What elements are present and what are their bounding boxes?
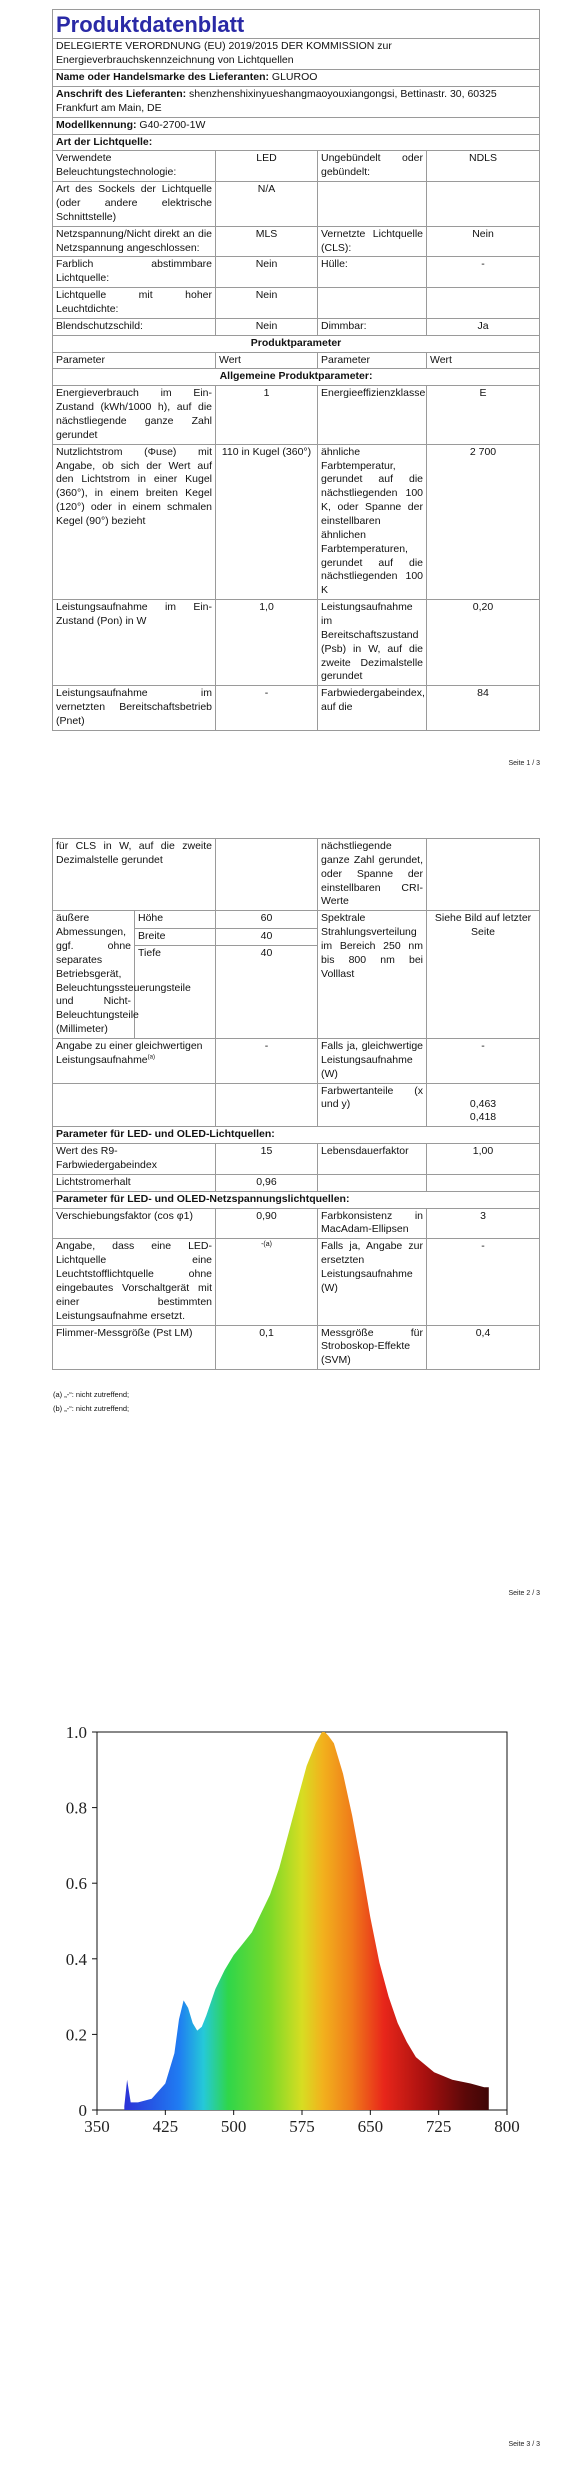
lumen-maintenance-value: 0,96 [216, 1174, 318, 1191]
fluorescent-replacement-label: Angabe, dass eine LED-Lichtquelle eine Leuchtstofflichtquelle ohne eingebautes Vorschaltgerät mit einer bestimmten Leistungsaufnahme ersetzt. [53, 1239, 216, 1325]
dimension-value: 40 [216, 928, 318, 945]
networked-standby-label: Leistungsaufnahme im vernetzten Bereitschaftsbetrieb (Pnet) [53, 686, 216, 731]
empty-cell [318, 1174, 427, 1191]
dimmable-label: Dimmbar: [318, 318, 427, 335]
cri-label-cont: nächstliegende ganze Zahl gerundet, oder Spanne der einstellbaren CRI-Werte [318, 839, 427, 911]
x-tick-label: 725 [425, 2117, 452, 2136]
spectral-distribution-value: Siehe Bild auf letzter Seite [427, 911, 540, 1039]
x-tick-label: 800 [494, 2117, 520, 2136]
energy-class-label: Energieeffizienzklasse [318, 386, 427, 444]
technology-label: Verwendete Beleuchtungstechnologie: [53, 151, 216, 182]
empty-cell [216, 1083, 318, 1127]
y-tick-label: 0 [78, 2101, 87, 2120]
colour-consistency-value: 3 [427, 1208, 540, 1239]
chromaticity-value [427, 1083, 540, 1127]
chromaticity-label: Farbwertanteile (x und y) [318, 1083, 427, 1127]
brand-label: Name oder Handelsmarke des Lieferanten: [56, 71, 269, 84]
cls-value: Nein [427, 226, 540, 257]
plot-area [66, 1723, 520, 2136]
page-1 [0, 0, 586, 790]
product-parameters-heading: Produktparameter [53, 335, 540, 352]
empty-cell [216, 839, 318, 911]
spectral-distribution-label: Spektrale Strahlungsverteilung im Bereich 250 nm bis 800 nm bei Volllast [318, 911, 427, 1039]
y-tick-label: 0.4 [65, 1949, 87, 1969]
type-heading: Art der Lichtquelle: [53, 134, 540, 151]
regulation-text: DELEGIERTE VERORDNUNG (EU) 2019/2015 DER KOMMISSION zur Energieverbrauchskennzeichnung von Lichtquellen [53, 39, 540, 70]
replaced-power-label: Falls ja, Angabe zur ersetzten Leistungsaufnahme (W) [318, 1239, 427, 1325]
model-label: Modellkennung: [56, 118, 137, 131]
socket-label: Art des Sockels der Lichtquelle (oder andere elektrische Schnittstelle) [53, 182, 216, 227]
envelope-value: - [427, 257, 540, 288]
technology-value: LED [216, 151, 318, 182]
led-parameters-heading: Parameter für LED- und OLED-Lichtquellen: [53, 1127, 540, 1144]
mains-label: Netzspannung/Nicht direkt an die Netzspannung angeschlossen: [53, 226, 216, 257]
col-header-parameter: Parameter [53, 352, 216, 369]
general-parameters-heading: Allgemeine Produktparameter: [53, 369, 540, 386]
x-tick-label: 650 [357, 2117, 384, 2136]
stroboscopic-metric-value: 0,4 [427, 1325, 540, 1370]
replaced-power-value: - [427, 1239, 540, 1325]
brand-row [53, 70, 540, 87]
r9-value: 15 [216, 1144, 318, 1175]
chromaticity-y: 0,418 [469, 1111, 497, 1124]
flicker-metric-value: 0,1 [216, 1325, 318, 1370]
r9-label: Wert des R9-Farbwiedergabeindex [53, 1144, 216, 1175]
y-tick-label: 0.2 [65, 2025, 87, 2045]
col-header-value: Wert [427, 352, 540, 369]
dimensions-label: äußere Abmessungen, ggf. ohne separates Betriebsgerät, Beleuchtungssteuerungsteile und Nicht-Beleuchtungsteile (Millimeter) [53, 911, 135, 1039]
equivalent-power-value: - [216, 1039, 318, 1084]
dimension-name: Tiefe [135, 946, 216, 1039]
equivalent-power-text: Angabe zu einer gleichwertigen Leistungsaufnahme [56, 1040, 203, 1066]
brand-value: GLUROO [271, 71, 318, 84]
dimension-value: 40 [216, 946, 318, 1039]
page-number: Seite 3 / 3 [508, 2441, 540, 2448]
on-mode-power-label: Leistungsaufnahme im Ein-Zustand (Pon) in W [53, 600, 216, 686]
address-value: shenzhenshixinyueshangmaoyouxiangongsi, Bettinastr. 30, 60325 Frankfurt am Main, DE [56, 87, 497, 114]
x-tick-label: 575 [289, 2117, 315, 2136]
footnote-a: (a) „-“: nicht zutreffend; [53, 1390, 130, 1399]
survival-factor-label: Lebensdauerfaktor [318, 1144, 427, 1175]
page-number: Seite 1 / 3 [508, 760, 540, 767]
y-tick-label: 1.0 [65, 1723, 87, 1742]
empty-cell [427, 839, 540, 911]
directional-label: Ungebündelt oder gebündelt: [318, 151, 427, 182]
displacement-factor-value: 0,90 [216, 1208, 318, 1239]
networked-standby-label-cont: für CLS in W, auf die zweite Dezimalstelle gerundet [53, 839, 216, 911]
x-tick-label: 425 [152, 2117, 179, 2136]
envelope-label: Hülle: [318, 257, 427, 288]
page-number: Seite 2 / 3 [508, 1590, 540, 1597]
spectral-distribution-chart [62, 1722, 532, 2162]
tunable-label: Farblich abstimmbare Lichtquelle: [53, 257, 216, 288]
luminous-flux-value: 110 in Kugel (360°) [216, 444, 318, 599]
empty-cell [53, 1083, 216, 1127]
stroboscopic-metric-label: Messgröße für Stroboskop-Effekte (SVM) [318, 1325, 427, 1370]
lumen-maintenance-label: Lichtstromerhalt [53, 1174, 216, 1191]
socket-value: N/A [216, 182, 318, 227]
high-luminance-value: Nein [216, 288, 318, 319]
flicker-metric-label: Flimmer-Messgröße (Pst LM) [53, 1325, 216, 1370]
standby-power-label: Leistungsaufnahme im Bereitschaftszustand (Psb) in W, auf die zweite Dezimalstelle gerundet [318, 600, 427, 686]
standby-power-value: 0,20 [427, 600, 540, 686]
datasheet-table-page-2 [52, 838, 540, 1370]
empty-cell [318, 288, 427, 319]
displacement-factor-label: Verschiebungsfaktor (cos φ1) [53, 1208, 216, 1239]
address-label: Anschrift des Lieferanten: [56, 87, 187, 100]
energy-class-value: E [427, 386, 540, 444]
empty-cell [427, 1174, 540, 1191]
cri-value: 84 [427, 686, 540, 731]
footnote-marker: (a) [147, 1054, 155, 1061]
empty-cell [427, 182, 540, 227]
address-row [53, 86, 540, 117]
spectrum-area [124, 1732, 489, 2110]
page-2 [0, 790, 586, 1610]
col-header-parameter: Parameter [318, 352, 427, 369]
model-row [53, 117, 540, 134]
footnote-b: (b) „-“: nicht zutreffend; [53, 1404, 130, 1413]
x-tick-label: 500 [220, 2117, 247, 2136]
equivalent-power-claim-label: Falls ja, gleichwertige Leistungsaufnahme (W) [318, 1039, 427, 1084]
dimension-name: Breite [135, 928, 216, 945]
empty-cell [318, 182, 427, 227]
glare-shield-label: Blendschutzschild: [53, 318, 216, 335]
colour-consistency-label: Farbkonsistenz in MacAdam-Ellipsen [318, 1208, 427, 1239]
survival-factor-value: 1,00 [427, 1144, 540, 1175]
y-tick-label: 0.6 [65, 1874, 87, 1894]
equivalent-power-claim-value: - [427, 1039, 540, 1084]
dimmable-value: Ja [427, 318, 540, 335]
high-luminance-label: Lichtquelle mit hoher Leuchtdichte: [53, 288, 216, 319]
networked-standby-value: - [216, 686, 318, 731]
energy-consumption-label: Energieverbrauch im Ein-Zustand (kWh/1000 h), auf die nächstliegende ganze Zahl gerundet [53, 386, 216, 444]
energy-consumption-value: 1 [216, 386, 318, 444]
luminous-flux-label: Nutzlichtstrom (Φuse) mit Angabe, ob sich der Wert auf den Lichtstrom in einer Kugel (360°), in einem breiten Kegel (120°) oder in einem schmalen Kegel (90°) bezieht [53, 444, 216, 599]
datasheet-table-page-1 [52, 9, 540, 731]
page-title: Produktdatenblatt [53, 10, 540, 39]
y-tick-label: 0.8 [65, 1798, 87, 1818]
cls-label: Vernetzte Lichtquelle (CLS): [318, 226, 427, 257]
chromaticity-x: 0,463 [469, 1097, 497, 1110]
dimension-name: Höhe [135, 911, 216, 928]
model-value: G40-2700-1W [139, 118, 206, 131]
on-mode-power-value: 1,0 [216, 600, 318, 686]
mains-value: MLS [216, 226, 318, 257]
mains-led-parameters-heading: Parameter für LED- und OLED-Netzspannungslichtquellen: [53, 1191, 540, 1208]
dimension-value: 60 [216, 911, 318, 928]
equivalent-power-label [53, 1039, 216, 1084]
empty-cell [427, 288, 540, 319]
glare-shield-value: Nein [216, 318, 318, 335]
col-header-value: Wert [216, 352, 318, 369]
fluorescent-replacement-value: -(a) [216, 1239, 318, 1325]
cct-value: 2 700 [427, 444, 540, 599]
directional-value: NDLS [427, 151, 540, 182]
tunable-value: Nein [216, 257, 318, 288]
cct-label: ähnliche Farbtemperatur, gerundet auf die nächstliegenden 100 K, oder Spanne der einstellbaren ähnlichen Farbtemperaturen, gerundet auf die nächstliegenden 100 K [318, 444, 427, 599]
x-tick-label: 350 [84, 2117, 110, 2136]
cri-label: Farbwiedergabeindex, auf die [318, 686, 427, 731]
